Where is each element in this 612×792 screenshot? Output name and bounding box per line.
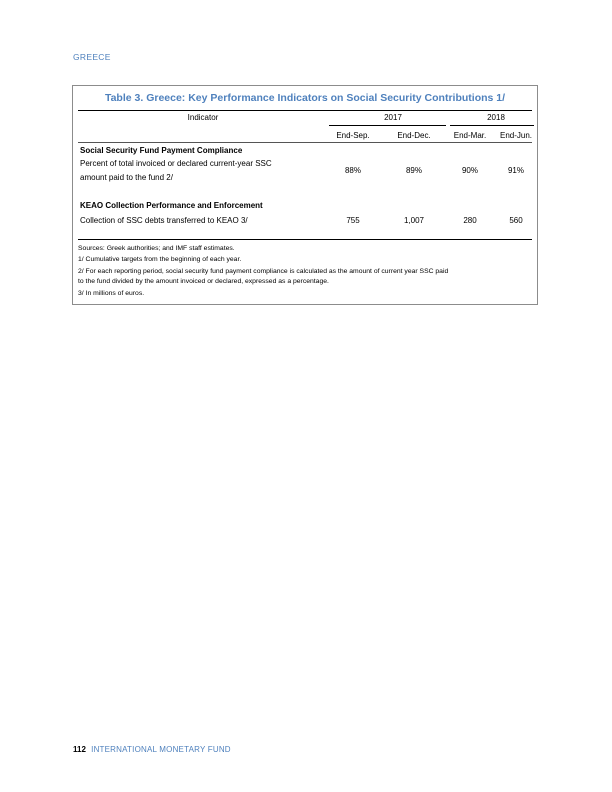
year-2018: 2018 xyxy=(487,113,505,122)
table-cell: 88% xyxy=(344,166,361,175)
kpi-table xyxy=(72,85,538,305)
title-rule xyxy=(78,110,532,111)
year-2018-rule xyxy=(450,125,534,126)
section-heading: KEAO Collection Performance and Enforcement xyxy=(80,201,263,210)
table-cell: 90% xyxy=(461,166,478,175)
bottom-rule xyxy=(78,239,532,240)
footnote: to the fund divided by the amount invoiced or declared, expressed as a percentage. xyxy=(78,278,329,285)
page-number: 112 xyxy=(73,745,86,754)
period-header: End-Jun. xyxy=(499,131,533,140)
table-cell: 560 xyxy=(509,216,523,225)
row-label: Percent of total invoiced or declared current-year SSC xyxy=(80,159,272,168)
row-label: Collection of SSC debts transferred to KEAO 3/ xyxy=(80,216,248,225)
page-footer xyxy=(73,745,231,754)
table-title: Table 3. Greece: Key Performance Indicators on Social Security Contributions 1/ xyxy=(104,92,506,104)
table-cell: 91% xyxy=(507,166,524,175)
source-note: Sources: Greek authorities; and IMF staff estimates. xyxy=(78,245,235,252)
row-label: amount paid to the fund 2/ xyxy=(80,173,173,182)
header-rule xyxy=(78,142,532,143)
period-header: End-Mar. xyxy=(453,131,487,140)
footer-organization: INTERNATIONAL MONETARY FUND xyxy=(91,745,231,754)
table-cell: 89% xyxy=(405,166,422,175)
running-head: GREECE xyxy=(73,52,111,62)
period-header: End-Dec. xyxy=(397,131,431,140)
year-2017: 2017 xyxy=(384,113,402,122)
section-heading: Social Security Fund Payment Compliance xyxy=(80,146,243,155)
footnote: 2/ For each reporting period, social security fund payment compliance is calculated as the amount of current year SSC paid xyxy=(78,268,449,275)
indicator-header: Indicator xyxy=(187,113,219,122)
table-cell: 1,007 xyxy=(403,216,425,225)
period-header: End-Sep. xyxy=(336,131,370,140)
footnote: 1/ Cumulative targets from the beginning of each year. xyxy=(78,256,242,263)
table-cell: 755 xyxy=(346,216,360,225)
footnote: 3/ In millions of euros. xyxy=(78,290,145,297)
table-cell: 280 xyxy=(463,216,477,225)
year-2017-rule xyxy=(329,125,446,126)
